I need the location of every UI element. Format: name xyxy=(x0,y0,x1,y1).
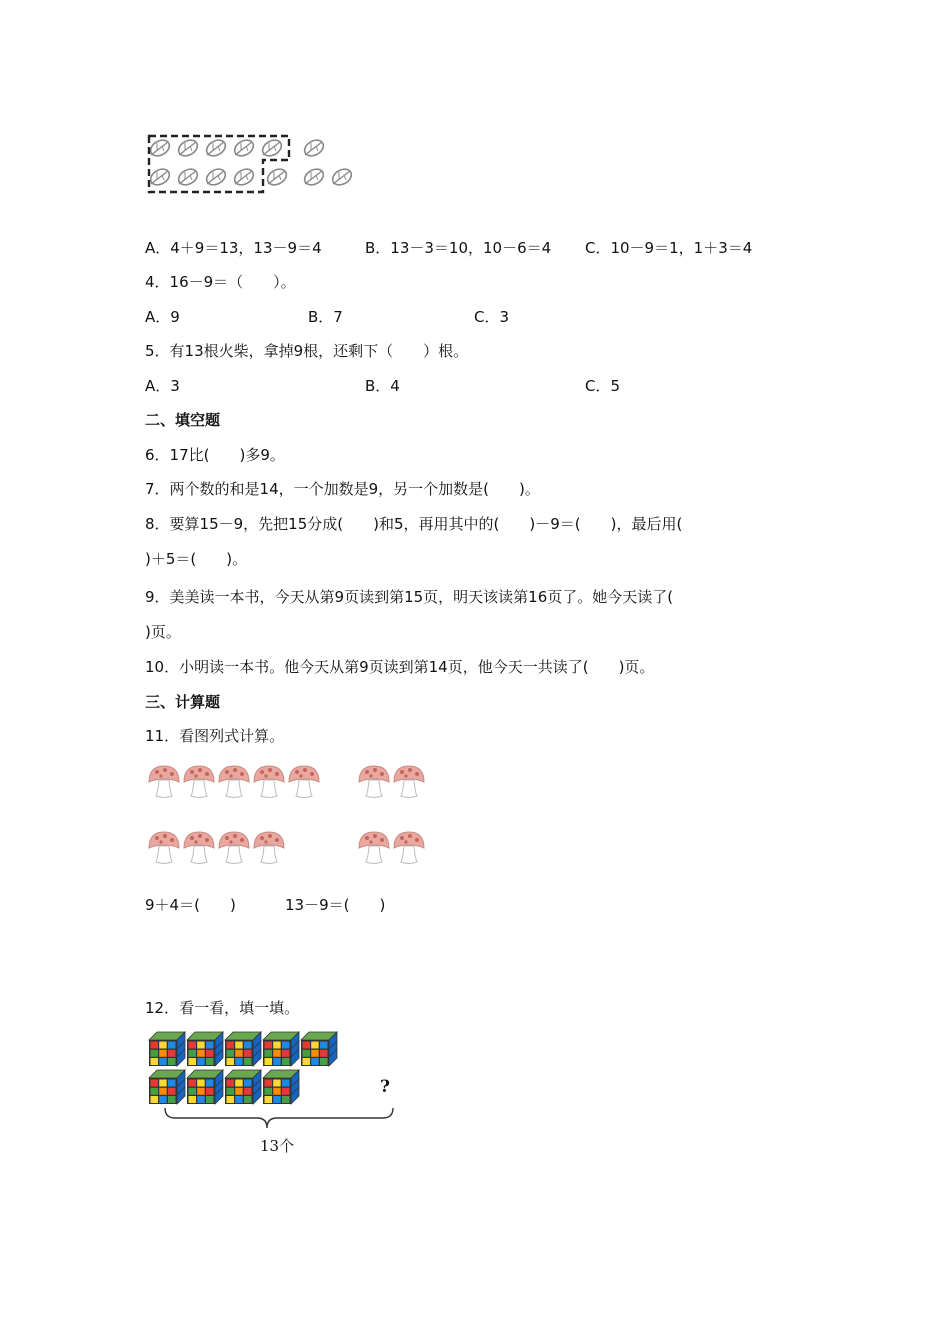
q4-option-b[interactable]: B．7 xyxy=(308,308,343,326)
q9-text-line1: 9．美美读一本书，今天从第9页读到第15页，明天该读第16页了。她今天读了( xyxy=(145,588,674,606)
q7-text: 7．两个数的和是14，一个加数是9，另一个加数是( )。 xyxy=(145,480,540,498)
cube-row-1 xyxy=(149,1032,337,1066)
total-count-label: 13个 xyxy=(260,1137,295,1155)
q3-option-a[interactable]: A．4＋9＝13，13－9＝4 xyxy=(145,239,322,257)
q5-option-b[interactable]: B．4 xyxy=(365,377,400,395)
q8-text-line1: 8．要算15－9，先把15分成( )和5，再用其中的( )－9＝( )，最后用( xyxy=(145,515,683,533)
q4-option-c[interactable]: C．3 xyxy=(474,308,510,326)
q5-option-a[interactable]: A．3 xyxy=(145,377,180,395)
q10-text: 10．小明读一本书。他今天从第9页读到第14页，他今天一共读了( )页。 xyxy=(145,658,655,676)
cube-row-2 xyxy=(149,1070,299,1104)
q6-text: 6．17比( )多9。 xyxy=(145,446,285,464)
q3-option-b[interactable]: B．13－3＝10，10－6＝4 xyxy=(365,239,552,257)
q8-text-line2: )＋5＝( )。 xyxy=(145,550,248,568)
unknown-question-mark: ? xyxy=(380,1077,390,1097)
section-fill-blank-heading: 二、填空题 xyxy=(145,411,221,429)
q4-question: 4．16－9＝（ ）。 xyxy=(145,273,296,291)
total-brace xyxy=(165,1108,393,1128)
section-calculation-heading: 三、计算题 xyxy=(145,693,221,711)
q12-question: 12．看一看，填一填。 xyxy=(145,999,300,1017)
leaves-figure xyxy=(145,130,365,200)
q3-option-c[interactable]: C．10－9＝1，1＋3＝4 xyxy=(585,239,753,257)
q5-question: 5．有13根火柴，拿掉9根，还剩下（ ）根。 xyxy=(145,342,469,360)
q11-question: 11．看图列式计算。 xyxy=(145,727,285,745)
q4-option-a[interactable]: A．9 xyxy=(145,308,180,326)
mushroom-row-1 xyxy=(149,766,424,798)
q11-equation-1[interactable]: 9＋4＝( ) xyxy=(145,896,236,914)
mushrooms-figure xyxy=(145,762,445,872)
leaf-row-1 xyxy=(148,137,326,159)
mushroom-row-2 xyxy=(149,832,424,864)
q11-equation-2[interactable]: 13－9＝( ) xyxy=(285,896,386,914)
q5-option-c[interactable]: C．5 xyxy=(585,377,621,395)
q9-text-line2: )页。 xyxy=(145,623,181,641)
leaf-row-2 xyxy=(148,166,354,188)
